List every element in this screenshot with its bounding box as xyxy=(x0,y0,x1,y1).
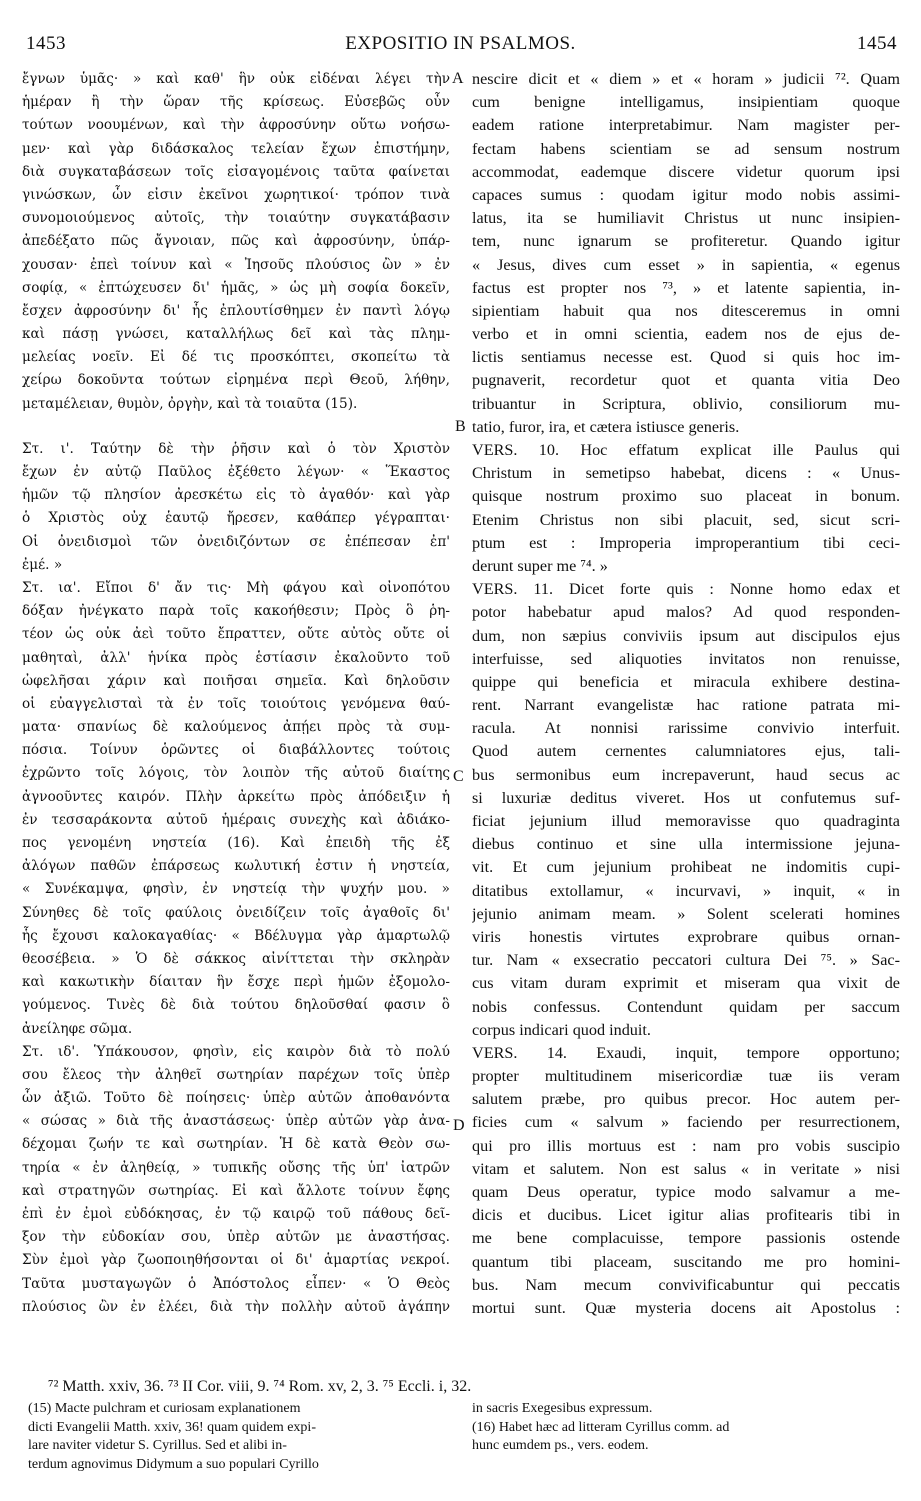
footnote-line: terdum agnovimus Didymum a suo populari Cyrillo xyxy=(28,1456,319,1472)
footnotes-left-column xyxy=(28,1400,460,1474)
greek-text-line: καὶ κακωτικὴν δίαιταν ἣν ἔσχε περὶ ἡμῶν ἐξομολο- xyxy=(22,974,450,991)
greek-text-line: καὶ στρατηγῶν σωτηρίας. Εἰ καὶ ἄλλοτε τοίνυν ἔφης xyxy=(22,1182,450,1199)
latin-text-line: eadem ratione interpretabimur. Nam magister per- xyxy=(472,116,900,135)
latin-text-line: Christum in semetipso habebat, dicens : « Unus- xyxy=(472,464,900,483)
latin-text-line: propter multitudinem misericordiæ tuæ iis veram xyxy=(472,1067,900,1086)
notes-area xyxy=(22,1376,902,1500)
greek-text-column xyxy=(22,68,450,1319)
greek-text-line: ἐχρῶντο τοῖς λόγοις, τὸν λοιπὸν τῆς αὐτοῦ διαίτης xyxy=(22,765,450,782)
greek-text-line: ὁ Χριστὸς οὐχ ἑαυτῷ ἤρεσεν, καθάπερ γέγραπται· xyxy=(22,510,450,527)
latin-text-line: quantum tibi placeam, suscitando me pro homini- xyxy=(472,1252,900,1271)
latin-text-line: diebus continuo et sine ulla intermissione jejuna- xyxy=(472,835,900,854)
greek-text-line: Σὺν ἐμοὶ γὰρ ζωοποιηθήσονται οἱ δι' ἁμαρτίας νεκροί. xyxy=(22,1252,450,1269)
footnote-line: lare naviter videtur S. Cyrillus. Sed et alibi in- xyxy=(28,1438,287,1453)
greek-text-line: Οἱ ὀνειδισμοὶ τῶν ὀνειδιζόντων σε ἐπέπεσαν ἐπ' xyxy=(22,533,450,550)
greek-text-line: Σύνηθες δὲ τοῖς φαύλοις ὀνειδίζειν τοῖς ἀγαθοῖς δι' xyxy=(22,904,450,921)
latin-text-column xyxy=(472,68,900,1320)
latin-text-line: cus vitam duram exprimit et miseram qua vixit de xyxy=(472,974,900,993)
page-number-right: 1454 xyxy=(857,33,897,54)
greek-text-line: Στ. ια'. Εἴποι δ' ἄν τις· Μὴ φάγου καὶ οἰνοπότου xyxy=(22,579,450,596)
latin-text-line: dicis et ducibus. Licet igitur alias profitearis tibi in xyxy=(472,1206,900,1225)
greek-text-line: ἀλόγων παθῶν ἐπάρσεως κωλυτική ἐστιν ἡ νηστεία, xyxy=(22,858,450,875)
footnotes-right-column xyxy=(472,1400,904,1456)
latin-text-line: sipientiam habuit qua nos ditesceremus in omni xyxy=(472,301,900,320)
greek-text-line: διὰ συγκαταβάσεων τοῖς εἰσαγομένοις ταῦτα φαίνεται xyxy=(22,163,450,180)
greek-text-line: δέχομαι ζωήν τε καὶ σωτηρίαν. Ἡ δὲ κατὰ Θεὸν σω- xyxy=(22,1136,450,1153)
greek-text-line: ἐν τεσσαράκοντα αὐτοῦ ἡμέραις συνεχὴς καὶ ἀδιάκο- xyxy=(22,811,450,828)
latin-text-line: verbo et in omni scientia, eadem nos de ejus de- xyxy=(472,325,900,344)
latin-text-line: VERS. 11. Dicet forte quis : Nonne homo edax et xyxy=(472,580,900,599)
section-marker-d: D xyxy=(453,1117,465,1134)
latin-text-line: vitam et salutem. Non est salus « in veritate » nisi xyxy=(472,1159,900,1178)
latin-text-line: cum benigne intelligamus, insipientiam quoque xyxy=(472,93,900,112)
section-marker-c: C xyxy=(453,768,464,785)
greek-text-line: γούμενος. Τινὲς δὲ διὰ τούτου δηλοῦσθαί φασιν ὃ xyxy=(22,997,450,1014)
greek-text-line: ἐπὶ ἐν ἐμοὶ εὐδόκησας, ἐν τῷ καιρῷ τοῦ πάθους δεῖ- xyxy=(22,1206,450,1222)
latin-text-line: quisque nostrum proximo suo placeat in bonum. xyxy=(472,487,900,506)
latin-text-line: ditatibus extollamur, « incurvavi, » inquit, « in xyxy=(472,881,900,900)
greek-text-line: ὠφελῆσαι χάριν καὶ ποιῆσαι σημεῖα. Καὶ δηλοῦσιν xyxy=(22,672,450,689)
greek-text-line: γινώσκων, ὧν εἰσιν ἐκεῖνοι χωρητικοί· τρόπον τινὰ xyxy=(22,186,450,203)
latin-text-line: racula. At nonnisi rarissime convivio interfuit. xyxy=(472,719,900,738)
latin-text-line: accommodat, eademque discere videtur quorum ipsi xyxy=(472,162,900,181)
footnote-line: (16) Habet hæc ad litteram Cyrillus comm. ad xyxy=(472,1419,730,1435)
latin-text-line: nescire dicit et « diem » et « horam » judicii ⁷². Quam xyxy=(472,70,900,88)
latin-text-line: ptum est : Improperia improperantium tibi ceci- xyxy=(472,533,900,552)
greek-text-line: ἀπεδέξατο πῶς ἄγνοιαν, πῶς καὶ ἀφροσύνην, ὑπάρ- xyxy=(22,233,450,250)
scripture-references: ⁷² Matth. xxiv, 36. ⁷³ II Cor. viii, 9. ⁷⁴ Rom. xv, 2, 3. ⁷⁵ Eccli. i, 32. xyxy=(48,1378,472,1395)
greek-text-line: Στ. ι'. Ταύτην δὲ τὴν ῥῆσιν καὶ ὁ τὸν Χριστὸν xyxy=(22,440,450,457)
latin-text-line: ficies cum « salvum » faciendo per resurrectionem, xyxy=(472,1113,900,1132)
greek-text-line: σου ἔλεος τὴν ἀληθεῖ σωτηρίαν παρέχων τοῖς ὑπὲρ xyxy=(22,1066,450,1083)
latin-text-line: jejunio animam meam. » Solent scelerati homines xyxy=(472,904,900,923)
latin-text-line: si luxuriæ deditus viveret. Hos ut confutemus suf- xyxy=(472,788,900,807)
latin-text-line: bus sermonibus eum increpaverunt, haud secus ac xyxy=(472,765,900,784)
greek-text-line: μεταμέλειαν, θυμὸν, ὀργὴν, καὶ τὰ τοιαῦτα (15). xyxy=(22,395,358,412)
greek-text-line: πόσια. Τοίνυν ὁρῶντες οἱ διαβάλλοντες τούτοις xyxy=(22,742,450,759)
running-header xyxy=(0,30,921,58)
greek-text-line: Ταῦτα μυσταγωγῶν ὁ Ἀπόστολος εἶπεν· « Ὁ Θεὸς xyxy=(22,1275,450,1292)
section-marker-b: B xyxy=(455,418,466,435)
latin-text-line: bus. Nam mecum convivificabuntur qui peccatis xyxy=(472,1275,900,1294)
latin-text-line: lictis sentiamus necesse est. Quod si quis hoc im- xyxy=(472,348,900,367)
greek-text-line: ὧν ἀξιῶ. Τοῦτο δὲ ποίησεις· ὑπὲρ αὐτῶν ἀποθανόντα xyxy=(22,1090,450,1107)
latin-text-line: fectam habens scientiam se ad sensum nostrum xyxy=(472,139,900,158)
greek-text-line: τέον ὡς οὐκ ἀεὶ τοῦτο ἔπραττεν, οὔτε αὐτὸς οὔτε οἱ xyxy=(22,626,450,643)
greek-text-line xyxy=(22,416,450,438)
footnote-line: (15) Macte pulchram et curiosam explanationem xyxy=(28,1401,301,1416)
greek-text-line: συνομοιούμενος αὐτοῖς, τὴν τοιαύτην συγκατάβασιν xyxy=(22,210,450,227)
latin-text-line: pugnaverit, recordetur quot et quanta vitia Deo xyxy=(472,371,900,390)
latin-text-line: Quod autem cernentes calumniatores ejus, tali- xyxy=(472,742,900,761)
latin-text-line: capaces sumus : quodam igitur modo nobis assimi- xyxy=(472,185,900,204)
greek-text-line: θεοσέβεια. » Ὁ δὲ σάκκος αἰνίττεται τὴν σκληρὰν xyxy=(22,950,450,967)
greek-text-line: πος γενομένη νηστεία (16). Καὶ ἐπειδὴ τῆς ἐξ xyxy=(22,835,450,851)
greek-text-line: ξον τὴν εὐδοκίαν σου, ὑπὲρ αὐτῶν με ἀναστήσας. xyxy=(22,1229,450,1246)
greek-text-line: χείρω δοκοῦντα τούτων εἰρημένα περὶ Θεοῦ, λήθην, xyxy=(22,372,450,389)
latin-text-line: salutem præbe, pro quibus precor. Hoc autem per- xyxy=(472,1090,900,1109)
greek-text-line: Στ. ιδ'. Ὑπάκουσον, φησὶν, εἰς καιρὸν διὰ τὸ πολύ xyxy=(22,1043,450,1060)
latin-text-line: vit. Et cum jejunium prohibeat ne indomitis cupi- xyxy=(472,858,900,877)
footnote-line: in sacris Exegesibus expressum. xyxy=(472,1401,653,1416)
latin-text-line: dum, non sæpius conviviis ipsum aut discipulos ejus xyxy=(472,626,900,645)
greek-text-line: ματα· σπανίως δὲ καλούμενος ἀπῄει πρὸς τὰ συμ- xyxy=(22,719,450,736)
greek-text-line: ἧς ἔχουσι καλοκαγαθίας· « Βδέλυγμα γὰρ ἁμαρτωλῷ xyxy=(22,927,450,944)
greek-text-line: τούτων νοουμένων, καὶ τὴν ἀφροσύνην οὕτω νοήσω- xyxy=(22,117,450,134)
greek-text-line: ἔγνων ὑμᾶς· » καὶ καθ' ἣν οὐκ εἰδέναι λέγει τὴν xyxy=(22,71,450,87)
latin-text-line: quam Deus operatur, typice modo salvamur a me- xyxy=(472,1183,900,1201)
greek-text-line: μαθηταὶ, ἀλλ' ἡνίκα πρὸς ἑστίασιν ἐκαλοῦντο τοῦ xyxy=(22,649,450,666)
greek-text-line: ἀνείληφε σῶμα. xyxy=(22,1020,133,1037)
latin-text-line: VERS. 10. Hoc effatum explicat ille Paulus qui xyxy=(472,441,900,459)
running-title: EXPOSITIO IN PSALMOS. xyxy=(345,33,576,54)
greek-text-line: ἔσχεν ἀφροσύνην δι' ἧς ἐπλουτίσθημεν ἐν παντὶ λόγῳ xyxy=(22,302,450,319)
latin-text-line: VERS. 14. Exaudi, inquit, tempore opportuno; xyxy=(472,1043,900,1062)
section-marker-a: A xyxy=(452,70,464,87)
latin-text-line: Etenim Christus non sibi placuit, sed, sicut scri- xyxy=(472,510,900,529)
latin-text-line: interfuisse, sed aliquoties invitatos non renuisse, xyxy=(472,649,900,668)
latin-text-line: tur. Nam « exsecratio peccatori cultura Dei ⁷⁵. » Sac- xyxy=(472,951,900,970)
greek-text-line: χουσαν· ἐπεὶ τοίνυν καὶ « Ἰησοῦς πλούσιος ὢν » ἐν xyxy=(22,256,450,273)
latin-text-line: rent. Narrant evangelistæ hac ratione patrata mi- xyxy=(472,696,900,715)
latin-text-line: « Jesus, dives cum esset » in sapientia, « egenus xyxy=(472,255,900,274)
latin-text-line: latus, ita se humiliavit Christus ut nunc insipien- xyxy=(472,209,900,228)
greek-text-line: μεν· καὶ γὰρ διδάσκαλος τελείαν ἔχων ἐπιστήμην, xyxy=(22,140,450,157)
page-number-left: 1453 xyxy=(26,33,66,54)
greek-text-line: μελείας νοεῖν. Εἰ δέ τις προσκόπτει, σκοπείτω τὰ xyxy=(22,349,450,366)
greek-text-line: « Συνέκαμψα, φησὶν, ἐν νηστείᾳ τὴν ψυχήν μου. » xyxy=(22,881,450,898)
greek-text-line: ἡμέραν ἢ τὴν ὥραν τῆς κρίσεως. Εὐσεβῶς οὖν xyxy=(22,94,450,111)
latin-text-line: quippe qui beneficia et miracula exhibere destina- xyxy=(472,672,900,691)
latin-text-line: viris honestis virtutes exprobrare quibus ornan- xyxy=(472,927,900,946)
greek-text-line: δόξαν ἠνέγκατο παρὰ τοῖς κακοήθεσιν; Πρὸς ὃ ῥη- xyxy=(22,603,450,620)
latin-text-line: tribuantur in Scriptura, oblivio, consiliorum mu- xyxy=(472,394,900,413)
latin-text-line: qui pro illis mortuus est : nam pro vobis suscipio xyxy=(472,1136,900,1155)
latin-text-line: ficiat jejunium illud memoravisse quo quadraginta xyxy=(472,812,900,830)
greek-text-line: ἡμῶν τῷ πλησίον ἀρεσκέτω εἰς τὸ ἀγαθόν· καὶ γὰρ xyxy=(22,487,450,504)
latin-text-line: nobis confessus. Contendunt quidam per saccum xyxy=(472,997,900,1016)
latin-text-line: factus est propter nos ⁷³, » et latente sapientia, in- xyxy=(472,278,900,297)
greek-text-line: τηρία « ἐν ἀληθείᾳ, » τυπικῆς οὔσης τῆς ὑπ' ἰατρῶν xyxy=(22,1159,450,1176)
footnote-line: hunc eumdem ps., vers. eodem. xyxy=(472,1438,649,1453)
latin-text-line: tatio, furor, ira, et cætera istiusce generis. xyxy=(472,417,740,436)
footnote-line: dicti Evangelii Matth. xxiv, 36! quam quidem expi- xyxy=(28,1419,316,1435)
greek-text-line: ἔχων ἐν αὐτῷ Παῦλος ἐξέθετο λέγων· « Ἕκαστος xyxy=(22,464,450,480)
latin-text-line: mortui sunt. Quæ mysteria docens ait Apostolus : xyxy=(472,1298,900,1317)
greek-text-line: σοφίᾳ, « ἐπτώχευσεν δι' ἡμᾶς, » ὡς μὴ σοφία δοκεῖν, xyxy=(22,279,450,296)
greek-text-line: πλούσιος ὢν ἐν ἐλέει, διὰ τὴν πολλὴν αὐτοῦ ἀγάπην xyxy=(22,1298,450,1315)
latin-text-line: tem, nunc ignarum se profiteretur. Quando igitur xyxy=(472,232,900,251)
latin-text-line: potor habebatur apud malos? Ad quod responden- xyxy=(472,603,900,622)
greek-text-line: ἐμέ. » xyxy=(22,556,63,573)
greek-text-line: « σώσας » διὰ τῆς ἀναστάσεως· ὑπὲρ αὐτῶν γὰρ ἀνα- xyxy=(22,1113,450,1130)
latin-text-line: me bene complacuisse, tempore passionis ostende xyxy=(472,1229,900,1248)
latin-text-line: corpus indicari quod induit. xyxy=(472,1020,651,1039)
latin-text-line: derunt super me ⁷⁴. » xyxy=(472,556,608,575)
greek-text-line: ἀγνοοῦντες καιρόν. Πλὴν ἀρκείτω πρὸς ἀπόδειξιν ἡ xyxy=(22,788,450,805)
greek-text-line: καὶ πάσῃ γνώσει, καταλλήλως δεῖ καὶ τὰς πλημ- xyxy=(22,326,450,343)
greek-text-line: οἱ εὐαγγελισταὶ τὰ ἐν τοῖς τοιούτοις γενόμενα θαύ- xyxy=(22,695,450,712)
